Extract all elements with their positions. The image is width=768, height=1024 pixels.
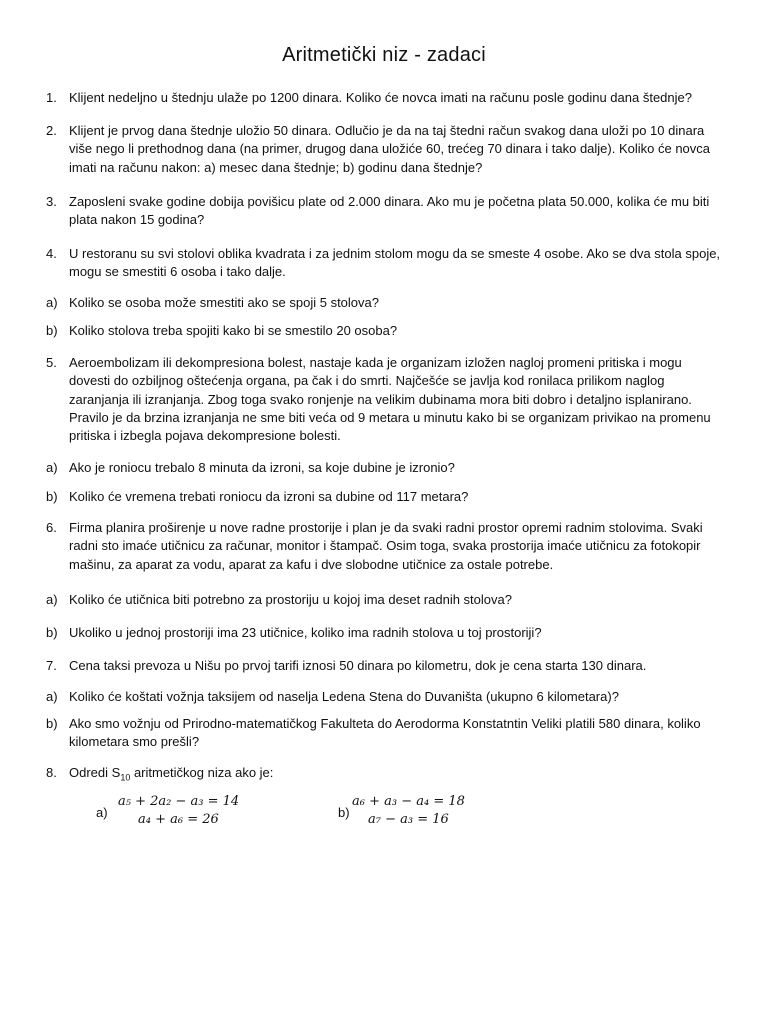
- subtask-label: b): [46, 716, 58, 731]
- task-text-subscript: 10: [120, 772, 131, 783]
- system-a-equation-2: a₄ + a₆ = 26: [138, 812, 219, 827]
- task-number: 4.: [46, 246, 57, 261]
- subtask-label: b): [46, 323, 58, 338]
- system-a-label: a): [96, 805, 108, 820]
- subtask-text: Ako smo vožnju od Prirodno-matematičkog Fakulteta do Aerodorma Konstatntin Veliki platili 580 dinara, koliko kilometara smo prešli?: [69, 716, 701, 750]
- task-text: [69, 764, 721, 787]
- task-text: U restoranu su svi stolovi oblika kvadrata i za jednim stolom mogu da se smeste 4 osobe. Ako se dva stola spoje, mogu se smestiti 6 osoba i tako dalje.: [69, 246, 721, 280]
- task-number: 2.: [46, 123, 57, 138]
- subtask-label: a): [46, 689, 58, 704]
- task-number: 8.: [46, 765, 57, 780]
- subtask-label: a): [46, 460, 58, 475]
- subtask-text: Koliko se osoba može smestiti ako se spoji 5 stolova?: [69, 295, 379, 310]
- task-text: Aeroembolizam ili dekompresiona bolest, nastaje kada je organizam izložen naglоj promeni pritiska i mogu dovesti do ozbiljnog oštećenja organa, pa čak i do smrti. Najčešće se javlja kod ronilaca prilikom naglog zaranjanja ili izranjanja. Zbog toga svako ronjenje na velikim dubinama mora biti dobro i detaljno isplanirano. Pravilo je da brzina izranjanja ne sme biti veća od 9 metara u minutu kako bi se organizam privikao na promenu pritiska i izbegla pojava dekompresione bolesti.: [69, 355, 711, 444]
- task-text: Klijent nedeljno u štednju ulaže po 1200 dinara. Koliko će novca imati na računu posle godinu dana štednje?: [69, 90, 692, 105]
- task-text: Cena taksi prevoza u Nišu po prvoj tarifi iznosi 50 dinara po kilometru, dok je cena starta 130 dinara.: [69, 658, 647, 673]
- task-number: 7.: [46, 658, 57, 673]
- task-number: 6.: [46, 520, 57, 535]
- task-number: 1.: [46, 90, 57, 105]
- subtask-label: a): [46, 592, 58, 607]
- task-text-end: aritmetičkog niza ako je:: [130, 765, 274, 780]
- system-b-equation-1: a₆ + a₃ − a₄ = 18: [352, 794, 465, 809]
- system-b-equation-2: a₇ − a₃ = 16: [368, 812, 449, 827]
- task-text-start: Odredi S: [69, 765, 121, 780]
- subtask-text: Koliko će vremena trebati roniocu da izroni sa dubine od 117 metara?: [69, 489, 469, 504]
- subtask-label: a): [46, 295, 58, 310]
- subtask-label: b): [46, 625, 58, 640]
- subtask-text: Ako je roniocu trebalo 8 minuta da izroni, sa koje dubine je izronio?: [69, 460, 455, 475]
- system-b-label: b): [338, 805, 350, 820]
- subtask-text: Koliko stolova treba spojiti kako bi se smestilo 20 osoba?: [69, 323, 398, 338]
- subtask-text: Koliko će utičnica biti potrebno za prostoriju u kojoj ima deset radnih stolova?: [69, 592, 512, 607]
- task-number: 5.: [46, 355, 57, 370]
- task-number: 3.: [46, 194, 57, 209]
- subtask-label: b): [46, 489, 58, 504]
- task-text: Klijent je prvog dana štednje uložio 50 dinara. Odlučio je da na taj štedni račun svakog dana uloži po 10 dinara više nego li prethodnog dana (na primer, drugog dana uložiće 60, trećeg 70 dinara i tako dalje). Koliko će novca imati na računu nakon: a) mesec dana štednje; b) godinu dana štednje?: [69, 123, 711, 175]
- subtask-text: Koliko će koštati vožnja taksijem od naselja Ledena Stena do Duvaništa (ukupno 6 kilometara)?: [69, 689, 619, 704]
- page-title: Aritmetički niz - zadaci: [282, 44, 486, 66]
- subtask-text: Ukoliko u jednoj prostoriji ima 23 utičnice, koliko ima radnih stolova u toj prostoriji?: [69, 625, 542, 640]
- task-text: Firma planira proširenje u nove radne prostorije i plan je da svaki radni prostor opremi radnim stolovima. Svaki radni sto imaće utičnicu za računar, monitor i štampač. Osim toga, svaka prostorija imaće utičnicu za fotokopir mašinu, za aparat za vodu, aparat za kafu i dve slobodne utičnice za ostale potrebe.: [69, 520, 703, 572]
- system-a-equation-1: a₅ + 2a₂ − a₃ = 14: [118, 794, 240, 809]
- task-text: Zaposleni svake godine dobija povišicu plate od 2.000 dinara. Ako mu je početna plata 50.000, kolika će mu biti plata nakon 15 godina?: [69, 194, 710, 228]
